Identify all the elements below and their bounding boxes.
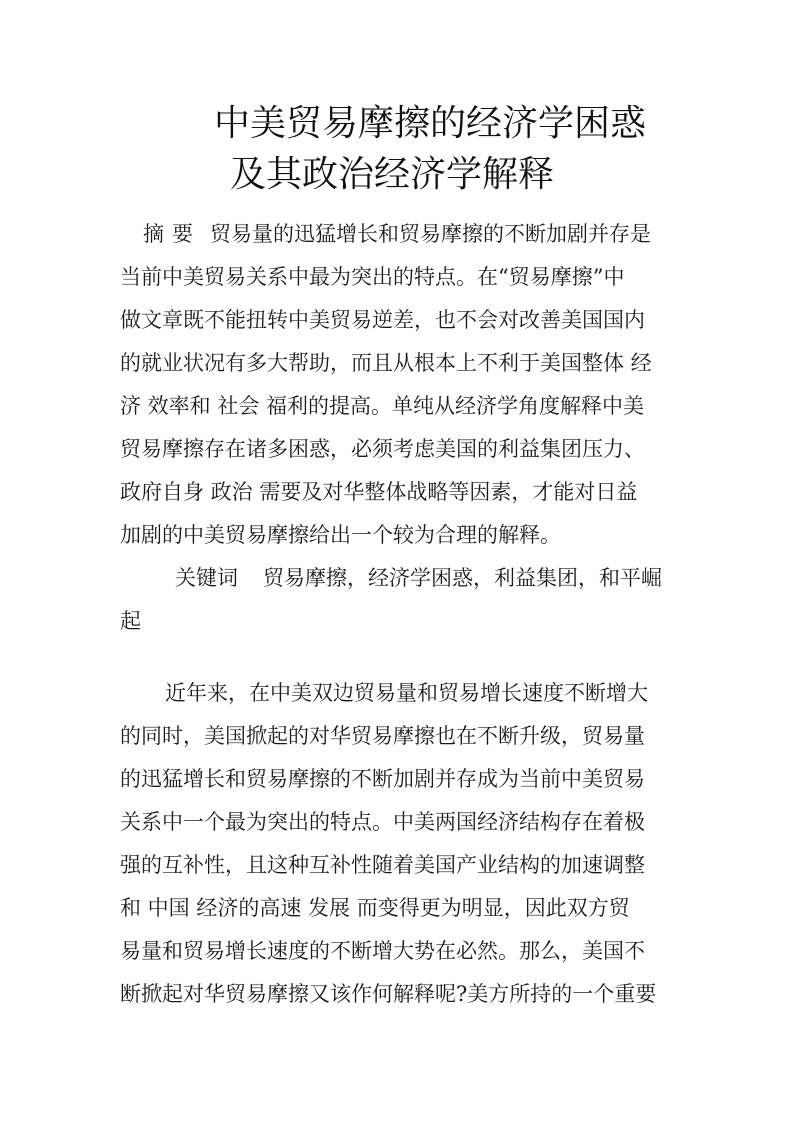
- abstract-line: 济 效率和 社会 福利的提高。单纯从经济学角度解释中美: [120, 394, 645, 418]
- body-line: 的迅猛增长和贸易摩擦的不断加剧并存成为当前中美贸易: [120, 767, 645, 791]
- abstract-line: 的就业状况有多大帮助，而且从根本上不利于美国整体 经: [120, 351, 652, 375]
- body-line: 强的互补性，且这种互补性随着美国产业结构的加速调整: [120, 853, 645, 877]
- body-line: 的同时，美国掀起的对华贸易摩擦也在不断升级，贸易量: [120, 724, 645, 748]
- abstract-line: 贸易量的迅猛增长和贸易摩擦的不断加剧并存是: [210, 222, 651, 246]
- abstract-line: 当前中美贸易关系中最为突出的特点。在“贸易摩擦”中: [120, 265, 625, 289]
- keywords-line: 起: [120, 609, 141, 633]
- abstract-line: 做文章既不能扭转中美贸易逆差，也不会对改善美国国内: [120, 308, 645, 332]
- body-line: 近年来，在中美双边贸易量和贸易增长速度不断增大: [165, 681, 648, 705]
- keywords-line: 贸易摩擦，经济学困惑，利益集团，和平崛: [263, 566, 662, 590]
- abstract-line: 加剧的中美贸易摩擦给出一个较为合理的解释。: [120, 523, 561, 547]
- abstract-line: 政府自身 政治 需要及对华整体战略等因素，才能对日益: [120, 480, 638, 504]
- body-line: 关系中一个最为突出的特点。中美两国经济结构存在着极: [120, 810, 645, 834]
- abstract-line: 贸易摩擦存在诸多困惑，必须考虑美国的利益集团压力、: [120, 437, 645, 461]
- title-line-2: 及其政治经济学解释: [230, 154, 555, 195]
- body-line: 易量和贸易增长速度的不断增大势在必然。那么，美国不: [120, 939, 645, 963]
- abstract-label: 摘要: [143, 222, 201, 246]
- body-line: 断掀起对华贸易摩擦又该作何解释呢?美方所持的一个重要: [120, 982, 657, 1006]
- body-line: 和 中国 经济的高速 发展 而变得更为明显，因此双方贸: [120, 896, 630, 920]
- title-line-1: 中美贸易摩擦的经济学困惑: [214, 103, 647, 144]
- keywords-label: 关键词: [175, 566, 238, 590]
